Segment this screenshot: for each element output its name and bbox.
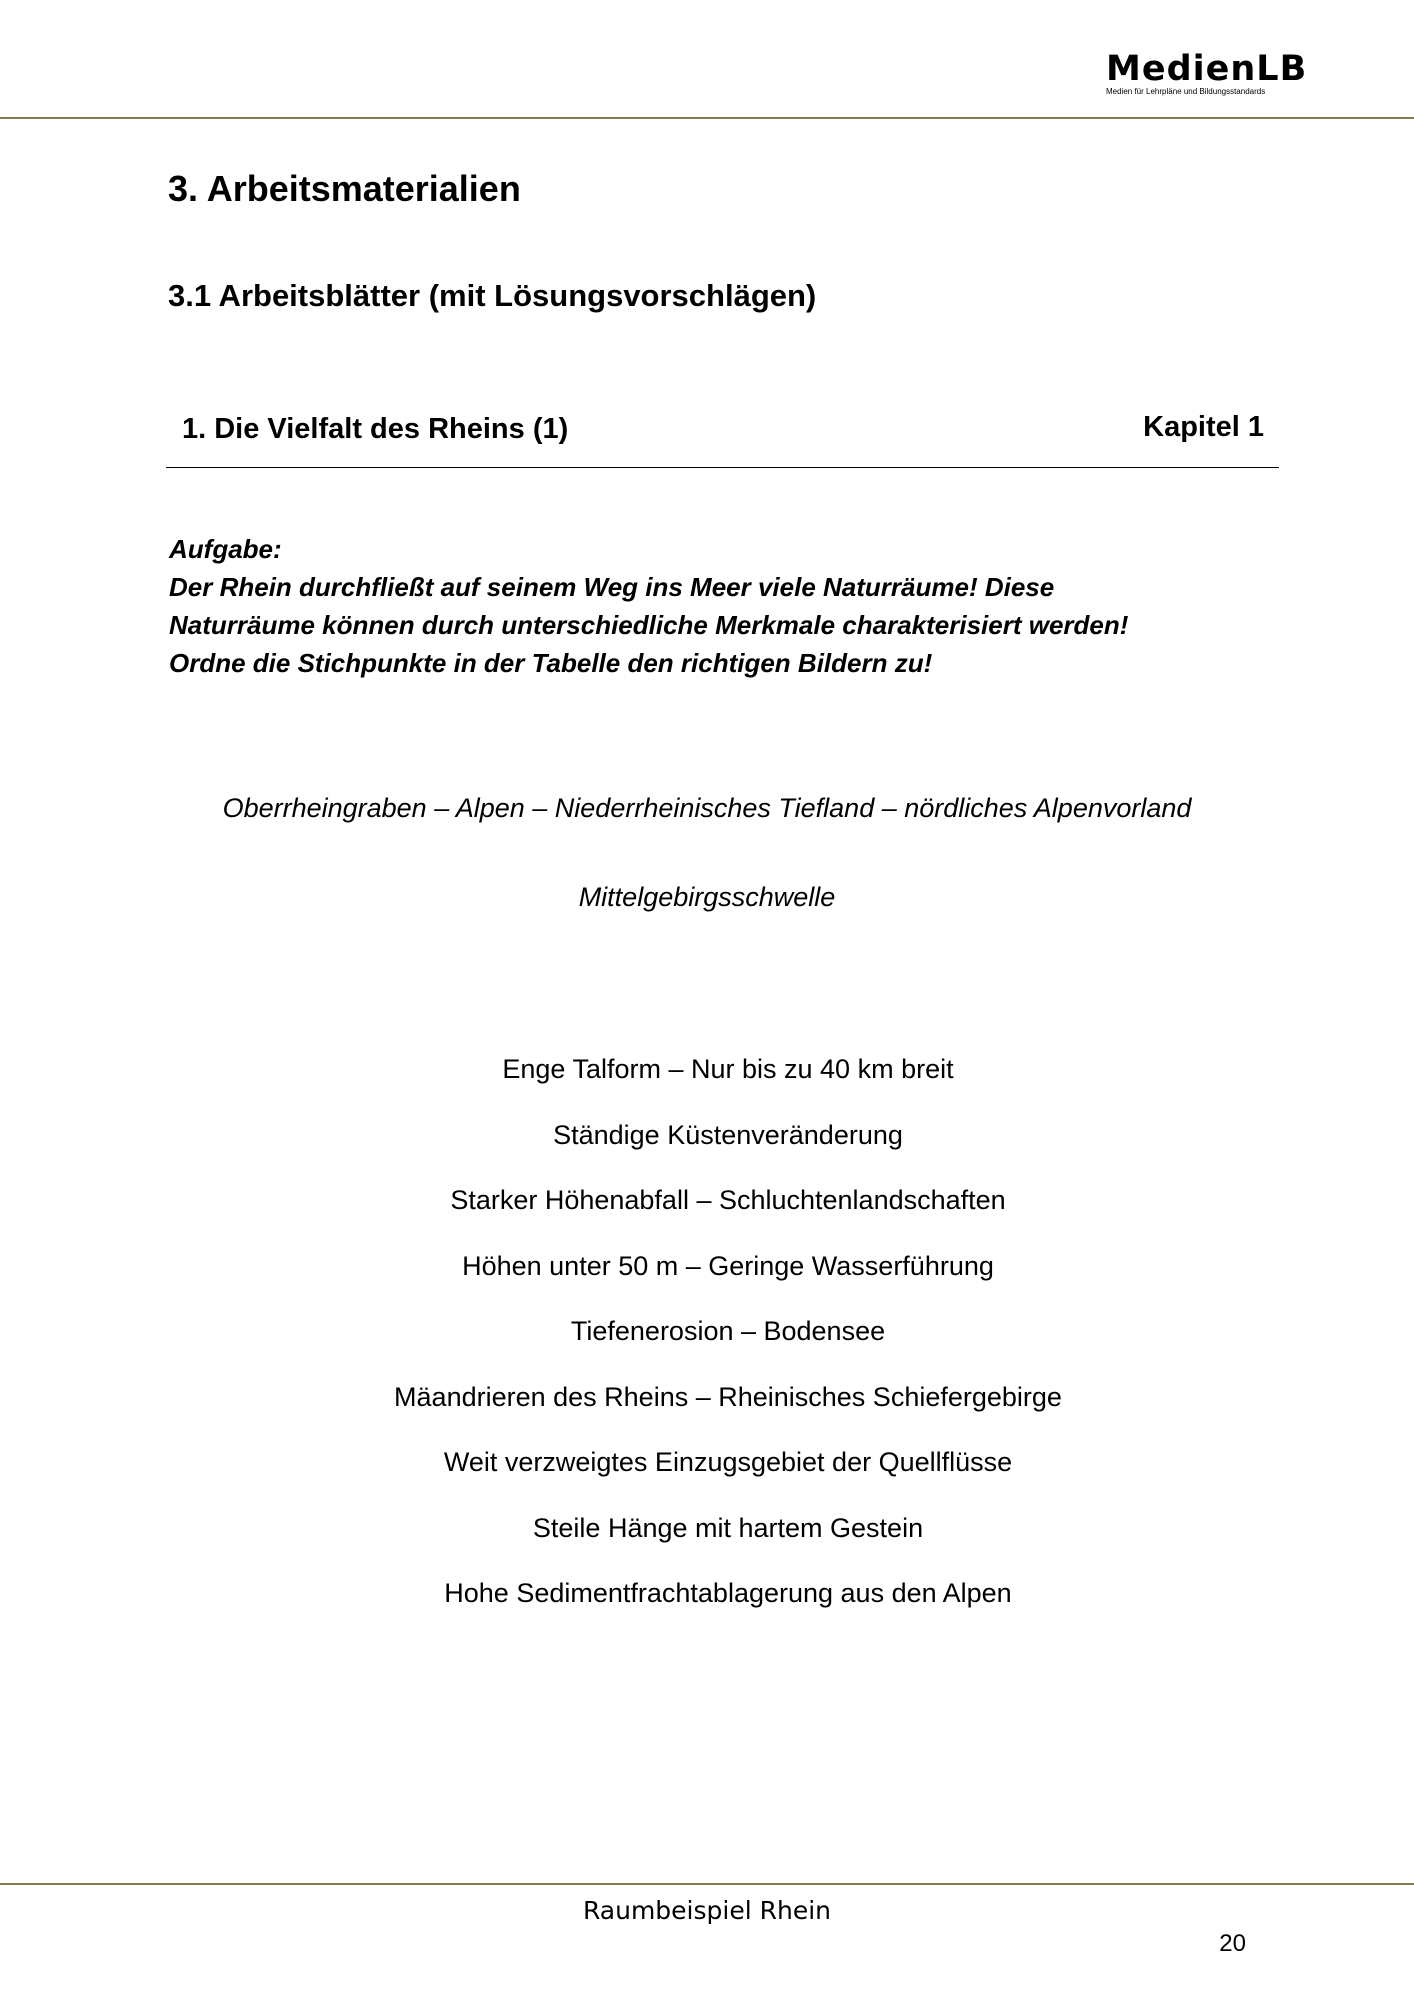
logo-wordmark: MedienLB [1106,49,1308,89]
footer-title: Raumbeispiel Rhein [582,1896,832,1925]
feature-item: Steile Hänge mit hartem Gestein [532,1512,924,1543]
task-block [169,530,1299,682]
logo-tagline: Medien für Lehrpläne und Bildungsstandards [1106,87,1266,96]
subsection-title: 3.1 Arbeitsblätter (mit Lösungsvorschlägen) [168,278,817,313]
publisher-logo [1106,49,1308,96]
feature-item: Weit verzweigtes Einzugsgebiet der Quellflüsse [443,1447,1013,1477]
footer-divider [0,1883,1414,1885]
feature-item: Mäandrieren des Rheins – Rheinisches Schiefergebirge [394,1381,1062,1412]
task-line: Ordne die Stichpunkte in der Tabelle den richtigen Bildern zu! [169,648,933,678]
header-divider [0,117,1414,119]
section-title: 3. Arbeitsmaterialien [168,168,521,209]
feature-item: Enge Talform – Nur bis zu 40 km breit [502,1054,954,1084]
feature-item: Tiefenerosion – Bodensee [570,1316,886,1346]
feature-item: Höhen unter 50 m – Geringe Wasserführung [462,1250,994,1281]
task-label: Aufgabe: [169,534,282,564]
feature-list [0,1037,1414,1627]
task-line: Der Rhein durchfließt auf seinem Weg ins Meer viele Naturräume! Diese [169,572,1055,602]
regions-line: Oberrheingraben – Alpen – Niederrheinisches Tiefland – nördliches Alpenvorland [222,793,1192,823]
task-line: Naturräume können durch unterschiedliche Merkmale charakterisiert werden! [169,610,1129,640]
worksheet-title: 1. Die Vielfalt des Rheins (1) [182,413,569,445]
worksheet-divider [166,467,1279,468]
feature-item: Ständige Küstenveränderung [553,1119,903,1150]
feature-item: Hohe Sedimentfrachtablagerung aus den Alpen [444,1578,1012,1608]
regions-line: Mittelgebirgsschwelle [578,882,836,912]
page-number: 20 [1219,1930,1246,1957]
feature-item: Starker Höhenabfall – Schluchtenlandschaften [450,1185,1006,1215]
chapter-label: Kapitel 1 [1143,411,1264,443]
